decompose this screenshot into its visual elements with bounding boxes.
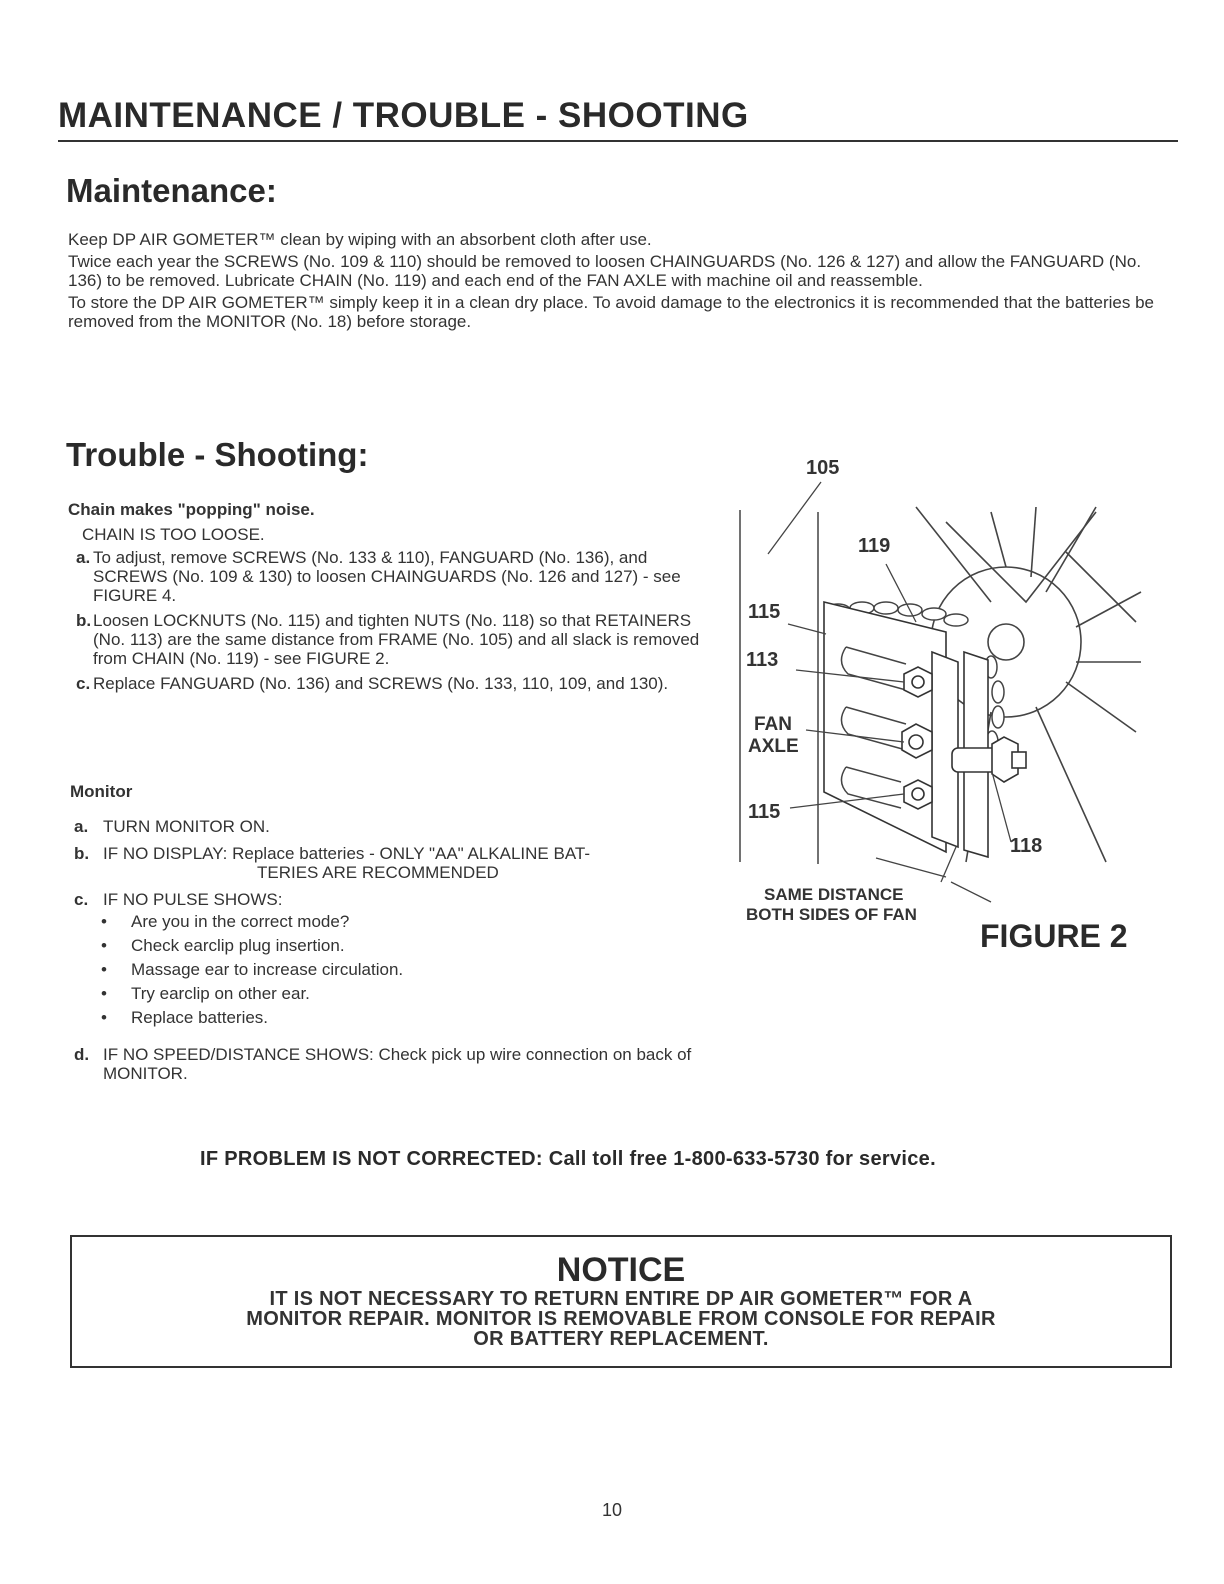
list-item: d. IF NO SPEED/DISTANCE SHOWS: Check pick up wire connection on back of MONITOR. bbox=[74, 1045, 692, 1083]
notice-line: OR BATTERY REPLACEMENT. bbox=[473, 1328, 769, 1350]
maintenance-paragraph: Twice each year the SCREWS (No. 109 & 110) should be removed to loosen CHAINGUARDS (No. 126 & 127) and allow the FANGUARD (No. 136) to be removed. Lubricate CHAIN (No. 119) and each end of the FAN AXLE with machine oil and reassemble. bbox=[68, 252, 1142, 290]
list-item: • Check earclip plug insertion. bbox=[95, 937, 730, 955]
chain-cause: CHAIN IS TOO LOOSE. bbox=[82, 525, 265, 544]
label-115-top: 115 bbox=[748, 601, 781, 623]
maintenance-paragraph: To store the DP AIR GOMETER™ simply keep it in a clean dry place. To avoid damage to the electronics it is recommended that the batteries be removed from the MONITOR (No. 18) before storage. bbox=[68, 293, 1155, 331]
list-item: • Massage ear to increase circulation. bbox=[95, 961, 730, 979]
chain-section bbox=[68, 500, 718, 699]
list-item: c. IF NO PULSE SHOWS: • Are you in the correct mode? • Check earclip plug insertion. • Massage ear to increase circulation. • Try earclip on other ear. • Replace batteries. bbox=[70, 890, 730, 1027]
list-item: • Replace batteries. bbox=[95, 1009, 730, 1027]
figure-2-diagram bbox=[736, 452, 1176, 922]
list-item: c. Replace FANGUARD (No. 136) and SCREWS (No. 133, 110, 109, and 130). bbox=[76, 674, 669, 693]
label-axle: AXLE bbox=[748, 736, 799, 757]
list-item: a. To adjust, remove SCREWS (No. 133 & 110), FANGUARD (No. 136), and SCREWS (No. 109 & 130) to loosen CHAINGUARDS (No. 126 and 127) - see FIGURE 4. bbox=[76, 548, 681, 605]
monitor-section bbox=[70, 782, 730, 1089]
list-item: • Try earclip on other ear. bbox=[95, 985, 730, 1003]
list-item: • Are you in the correct mode? bbox=[95, 913, 730, 931]
label-118: 118 bbox=[1010, 835, 1043, 857]
service-callout: IF PROBLEM IS NOT CORRECTED: Call toll free 1-800-633-5730 for service. bbox=[200, 1148, 936, 1170]
monitor-title: Monitor bbox=[70, 782, 133, 801]
label-115-bottom: 115 bbox=[748, 801, 781, 823]
notice-box bbox=[70, 1235, 1172, 1368]
figure-caption: FIGURE 2 bbox=[980, 918, 1128, 954]
page-number: 10 bbox=[601, 1500, 623, 1520]
maintenance-paragraph: Keep DP AIR GOMETER™ clean by wiping with an absorbent cloth after use. bbox=[68, 230, 652, 249]
label-both-sides: BOTH SIDES OF FAN bbox=[746, 905, 917, 922]
maintenance-heading: Maintenance: bbox=[66, 172, 277, 209]
pulse-checklist bbox=[95, 913, 730, 1027]
label-119: 119 bbox=[858, 535, 891, 557]
label-fan: FAN bbox=[754, 714, 792, 735]
list-item: b. IF NO DISPLAY: Replace batteries - ONLY "AA" ALKALINE BAT- TERIES ARE RECOMMENDED bbox=[74, 844, 591, 882]
chain-steps-list bbox=[68, 548, 718, 693]
monitor-steps-list bbox=[70, 817, 730, 1083]
list-item: b. Loosen LOCKNUTS (No. 115) and tighten NUTS (No. 118) so that RETAINERS (No. 113) are the same distance from FRAME (No. 105) and all slack is removed from CHAIN (No. 119) - see FIGURE 2. bbox=[76, 611, 700, 668]
label-113: 113 bbox=[746, 649, 779, 671]
locknuts bbox=[902, 667, 932, 809]
troubleshooting-heading: Trouble - Shooting: bbox=[66, 436, 369, 473]
chain-problem-title: Chain makes "popping" noise. bbox=[68, 500, 315, 519]
label-same-distance: SAME DISTANCE bbox=[764, 885, 904, 904]
notice-title: NOTICE bbox=[556, 1251, 686, 1289]
notice-line: MONITOR REPAIR. MONITOR IS REMOVABLE FROM CONSOLE FOR REPAIR bbox=[246, 1308, 996, 1330]
label-105: 105 bbox=[806, 457, 840, 479]
maintenance-section bbox=[68, 230, 1168, 334]
page-title: MAINTENANCE / TROUBLE - SHOOTING bbox=[58, 94, 1178, 142]
notice-line: IT IS NOT NECESSARY TO RETURN ENTIRE DP AIR GOMETER™ FOR A bbox=[269, 1288, 973, 1310]
list-item: a. TURN MONITOR ON. bbox=[74, 817, 270, 836]
